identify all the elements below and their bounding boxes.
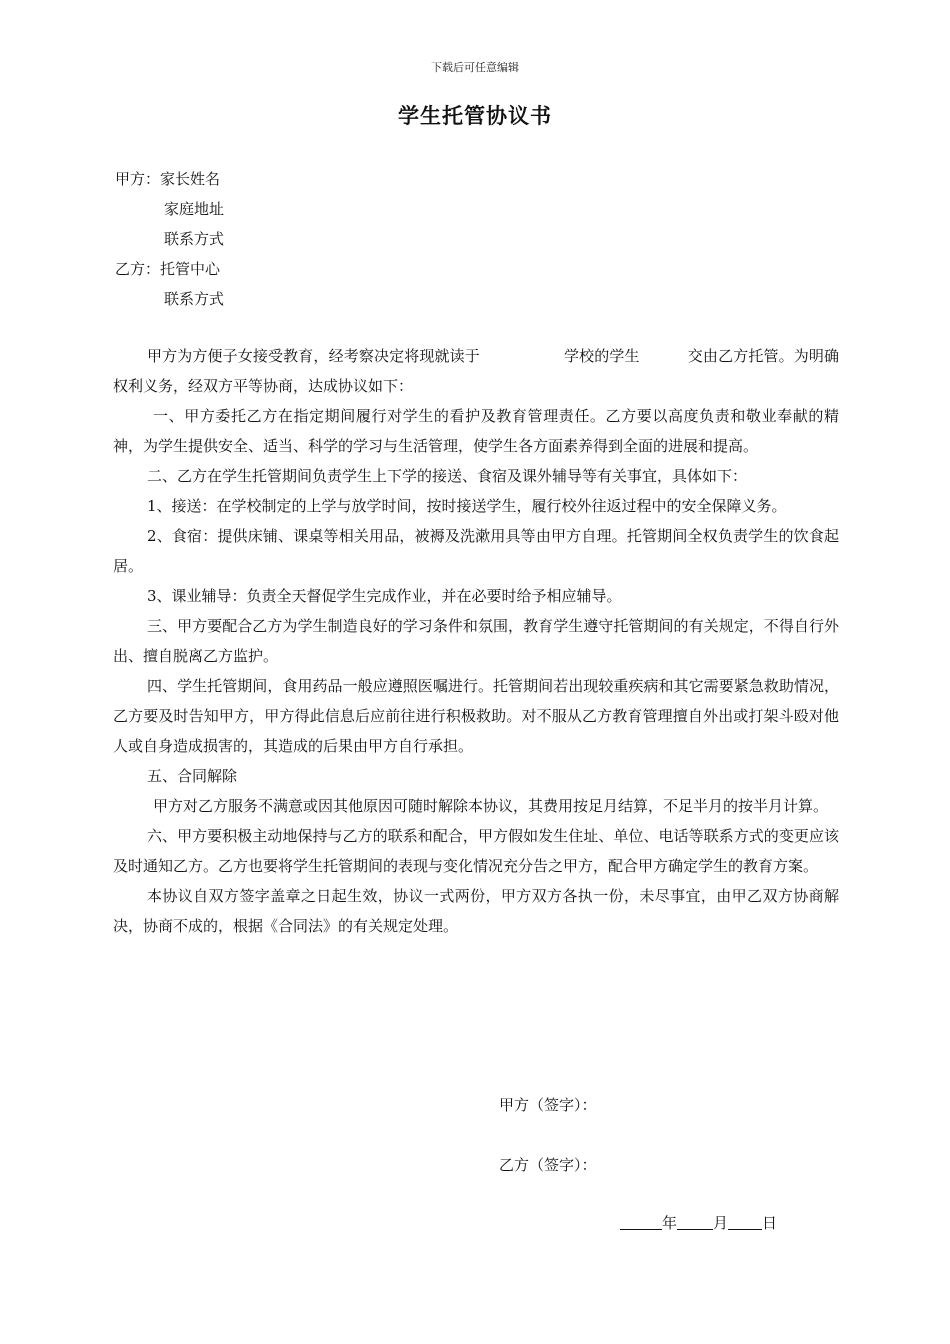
- clause-3: 三、甲方要配合乙方为学生制造良好的学习条件和氛围，教育学生遵守托管期间的有关规定，不得自行外出、擅自脱离乙方监护。: [113, 617, 839, 665]
- party-a-contact-line: 联系方式: [164, 230, 225, 248]
- clause-2: 二、乙方在学生托管期间负责学生上下学的接送、食宿及课外辅导等有关事宜，具体如下：: [147, 467, 748, 485]
- clause-6: 六、甲方要积极主动地保持与乙方的联系和配合，甲方假如发生住址、单位、电话等联系方式的变更应该及时通知乙方。乙方也要将学生托管期间的表现与变化情况充分告之甲方，配合甲方确定学生的教育方案。: [113, 827, 839, 875]
- party-a-name-line: 甲方：家长姓名: [115, 170, 221, 188]
- intro-paragraph: [113, 341, 839, 401]
- clause-1: 一、甲方委托乙方在指定期间履行对学生的看护及教育管理责任。乙方要以高度负责和敬业奉献的精神，为学生提供安全、适当、科学的学习与生活管理，使学生各方面素养得到全面的进展和提高。: [113, 407, 839, 455]
- agreement-body: [113, 341, 839, 941]
- clause-2-item-1: 1、接送：在学校制定的上学与放学时间，按时接送学生，履行校外往返过程中的安全保障义务。: [147, 497, 787, 515]
- party-a-signature: 甲方（签字）：: [499, 1096, 597, 1114]
- clause-2-item-3: 3、课业辅导：负责全天督促学生完成作业，并在必要时给予相应辅导。: [147, 587, 622, 605]
- clause-2-item-2: 2、食宿：提供床铺、课桌等相关用品，被褥及洗漱用具等由甲方自理。托管期间全权负责学生的饮食起居。: [113, 527, 839, 575]
- month-blank: [677, 1215, 713, 1230]
- day-blank: [728, 1215, 762, 1230]
- year-label: 年: [662, 1214, 678, 1232]
- party-b-contact-line: 联系方式: [164, 290, 225, 308]
- day-label: 日: [762, 1214, 778, 1232]
- year-blank: [620, 1215, 662, 1230]
- clause-5-heading: 五、合同解除: [147, 767, 238, 785]
- party-a-address-line: 家庭地址: [164, 200, 225, 218]
- party-b-signature: 乙方（签字）：: [499, 1156, 597, 1174]
- header-note: 下载后可任意编辑: [431, 61, 519, 74]
- intro-text-2: 学校的学生: [563, 347, 640, 365]
- intro-text-1: 甲方为方便子女接受教育，经考察决定将现就读于: [147, 347, 480, 365]
- date-line: [620, 1212, 777, 1233]
- document-title: 学生托管协议书: [398, 103, 552, 128]
- clause-5-body: 甲方对乙方服务不满意或因其他原因可随时解除本协议，其费用按足月结算，不足半月的按半月计算。: [153, 797, 829, 815]
- clause-4: 四、学生托管期间，食用药品一般应遵照医嘱进行。托管期间若出现较重疾病和其它需要紧急救助情况，乙方要及时告知甲方，甲方得此信息后应前往进行积极救助。对不服从乙方教育管理擅自外出或打架斗殴对他人或自身造成损害的，其造成的后果由甲方自行承担。: [113, 677, 839, 755]
- intro-text-3: 交由乙方托管。为明确权利义务，经双方平等协商，达成协议如下：: [113, 347, 839, 395]
- party-b-name-line: 乙方：托管中心: [115, 260, 221, 278]
- effectiveness-clause: 本协议自双方签字盖章之日起生效，协议一式两份，甲方双方各执一份，未尽事宜，由甲乙双方协商解决，协商不成的，根据《合同法》的有关规定处理。: [113, 887, 839, 935]
- month-label: 月: [713, 1214, 729, 1232]
